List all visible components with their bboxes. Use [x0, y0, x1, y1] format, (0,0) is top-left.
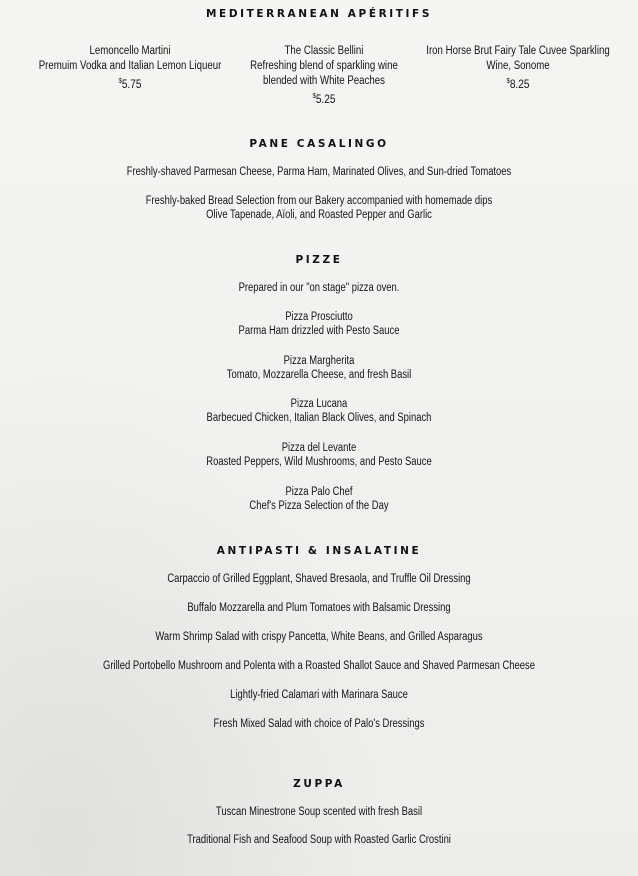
aperitif-item — [426, 44, 611, 92]
pizza-name: Pizza del Levante — [281, 442, 357, 454]
pizza-desc: Chef's Pizza Selection of the Day — [249, 500, 389, 512]
antipasti-heading: ANTIPASTI & INSALATINE — [216, 545, 422, 557]
aperitif-item — [232, 44, 417, 107]
aperitif-item — [38, 44, 223, 92]
aperitif-desc: Premuim Vodka and Italian Lemon Liqueur — [38, 60, 222, 72]
pizza-name: Pizza Margherita — [283, 355, 355, 367]
aperitif-desc: Wine, Sonome — [486, 60, 550, 72]
zuppa-line: Tuscan Minestrone Soup scented with fresh Basil — [215, 806, 423, 818]
aperitif-price: $5.25 — [312, 92, 336, 106]
pizza-desc: Barbecued Chicken, Italian Black Olives, and Spinach — [206, 412, 432, 424]
zuppa-line: Traditional Fish and Seafood Soup with Roasted Garlic Crostini — [187, 834, 451, 846]
pizza-name: Pizza Palo Chef — [285, 486, 353, 498]
aperitif-name: The Classic Bellini — [284, 45, 364, 57]
antipasti-line: Lightly-fried Calamari with Marinara Sauce — [230, 689, 408, 701]
antipasti-line: Buffalo Mozzarella and Plum Tomatoes with Balsamic Dressing — [187, 602, 451, 614]
zuppa-heading: ZUPPA — [293, 778, 345, 790]
aperitifs-heading: MEDITERRANEAN APÉRITIFS — [206, 8, 432, 20]
pizza-desc: Tomato, Mozzarella Cheese, and fresh Basil — [226, 369, 412, 381]
pane-line: Freshly-shaved Parmesan Cheese, Parma Ham, Marinated Olives, and Sun-dried Tomatoes — [126, 166, 512, 178]
pane-line: Olive Tapenade, Aïoli, and Roasted Pepper and Garlic — [206, 209, 432, 221]
pane-line: Freshly-baked Bread Selection from our Bakery accompanied with homemade dips — [145, 195, 493, 207]
aperitif-price: $5.75 — [118, 77, 142, 91]
pizza-name: Pizza Prosciutto — [285, 311, 353, 323]
antipasti-line: Grilled Portobello Mushroom and Polenta with a Roasted Shallot Sauce and Shaved Parmesan Cheese — [103, 660, 535, 672]
aperitif-desc: Refreshing blend of sparkling wine — [250, 60, 398, 72]
antipasti-line: Carpaccio of Grilled Eggplant, Shaved Bresaola, and Truffle Oil Dressing — [167, 573, 471, 585]
pizza-desc: Roasted Peppers, Wild Mushrooms, and Pesto Sauce — [206, 456, 432, 468]
pizze-heading: PIZZE — [295, 254, 343, 266]
aperitif-desc: blended with White Peaches — [263, 75, 385, 87]
pizza-name: Pizza Lucana — [290, 398, 348, 410]
aperitif-name: Lemoncello Martini — [89, 45, 171, 57]
aperitif-name: Iron Horse Brut Fairy Tale Cuvee Sparkling — [426, 45, 610, 57]
pizza-desc: Parma Ham drizzled with Pesto Sauce — [238, 325, 400, 337]
pizze-intro: Prepared in our "on stage" pizza oven. — [238, 282, 400, 294]
pane-heading: PANE CASALINGO — [249, 138, 389, 150]
antipasti-line: Warm Shrimp Salad with crispy Pancetta, White Beans, and Grilled Asparagus — [155, 631, 483, 643]
antipasti-line: Fresh Mixed Salad with choice of Palo's Dressings — [213, 718, 425, 730]
aperitif-price: $8.25 — [506, 77, 530, 91]
